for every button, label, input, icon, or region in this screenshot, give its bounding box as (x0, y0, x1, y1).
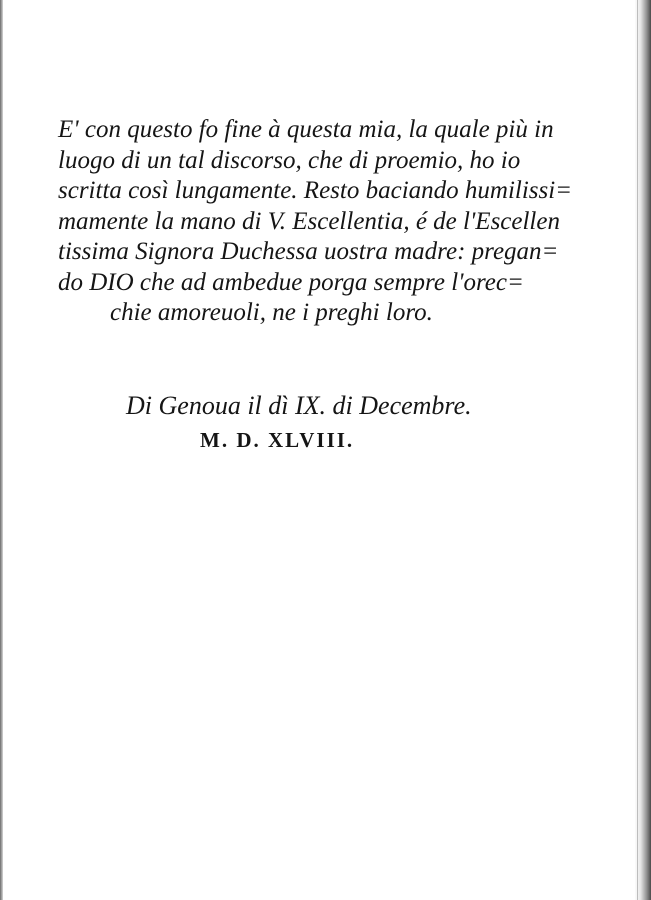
page-edge-line (637, 0, 638, 900)
page-edge (635, 0, 651, 900)
letter-line: luogo di un tal discorso, che di proemio, ho io (58, 146, 521, 174)
letter-line: mamente la mano di V. Escellentia, é de l'Escellen (58, 207, 560, 235)
year: M. D. XLVIII. (200, 428, 355, 452)
dateline: Di Genoua il dì IX. di Decembre. (126, 391, 472, 420)
letter-body (58, 115, 573, 329)
letter-line: E' con questo fo fine à questa mia, la quale più in (58, 116, 554, 143)
letter-line: scritta così lungamente. Resto baciando humilissi= (58, 177, 573, 204)
page-binding-shadow (0, 0, 3, 900)
letter-line: do DIO che ad ambedue porga sempre l'orec= (58, 268, 524, 296)
letter-line: chie amoreuoli, ne i preghi loro. (110, 299, 433, 326)
letter-line: tissima Signora Duchessa uostra madre: pregan= (58, 238, 559, 265)
